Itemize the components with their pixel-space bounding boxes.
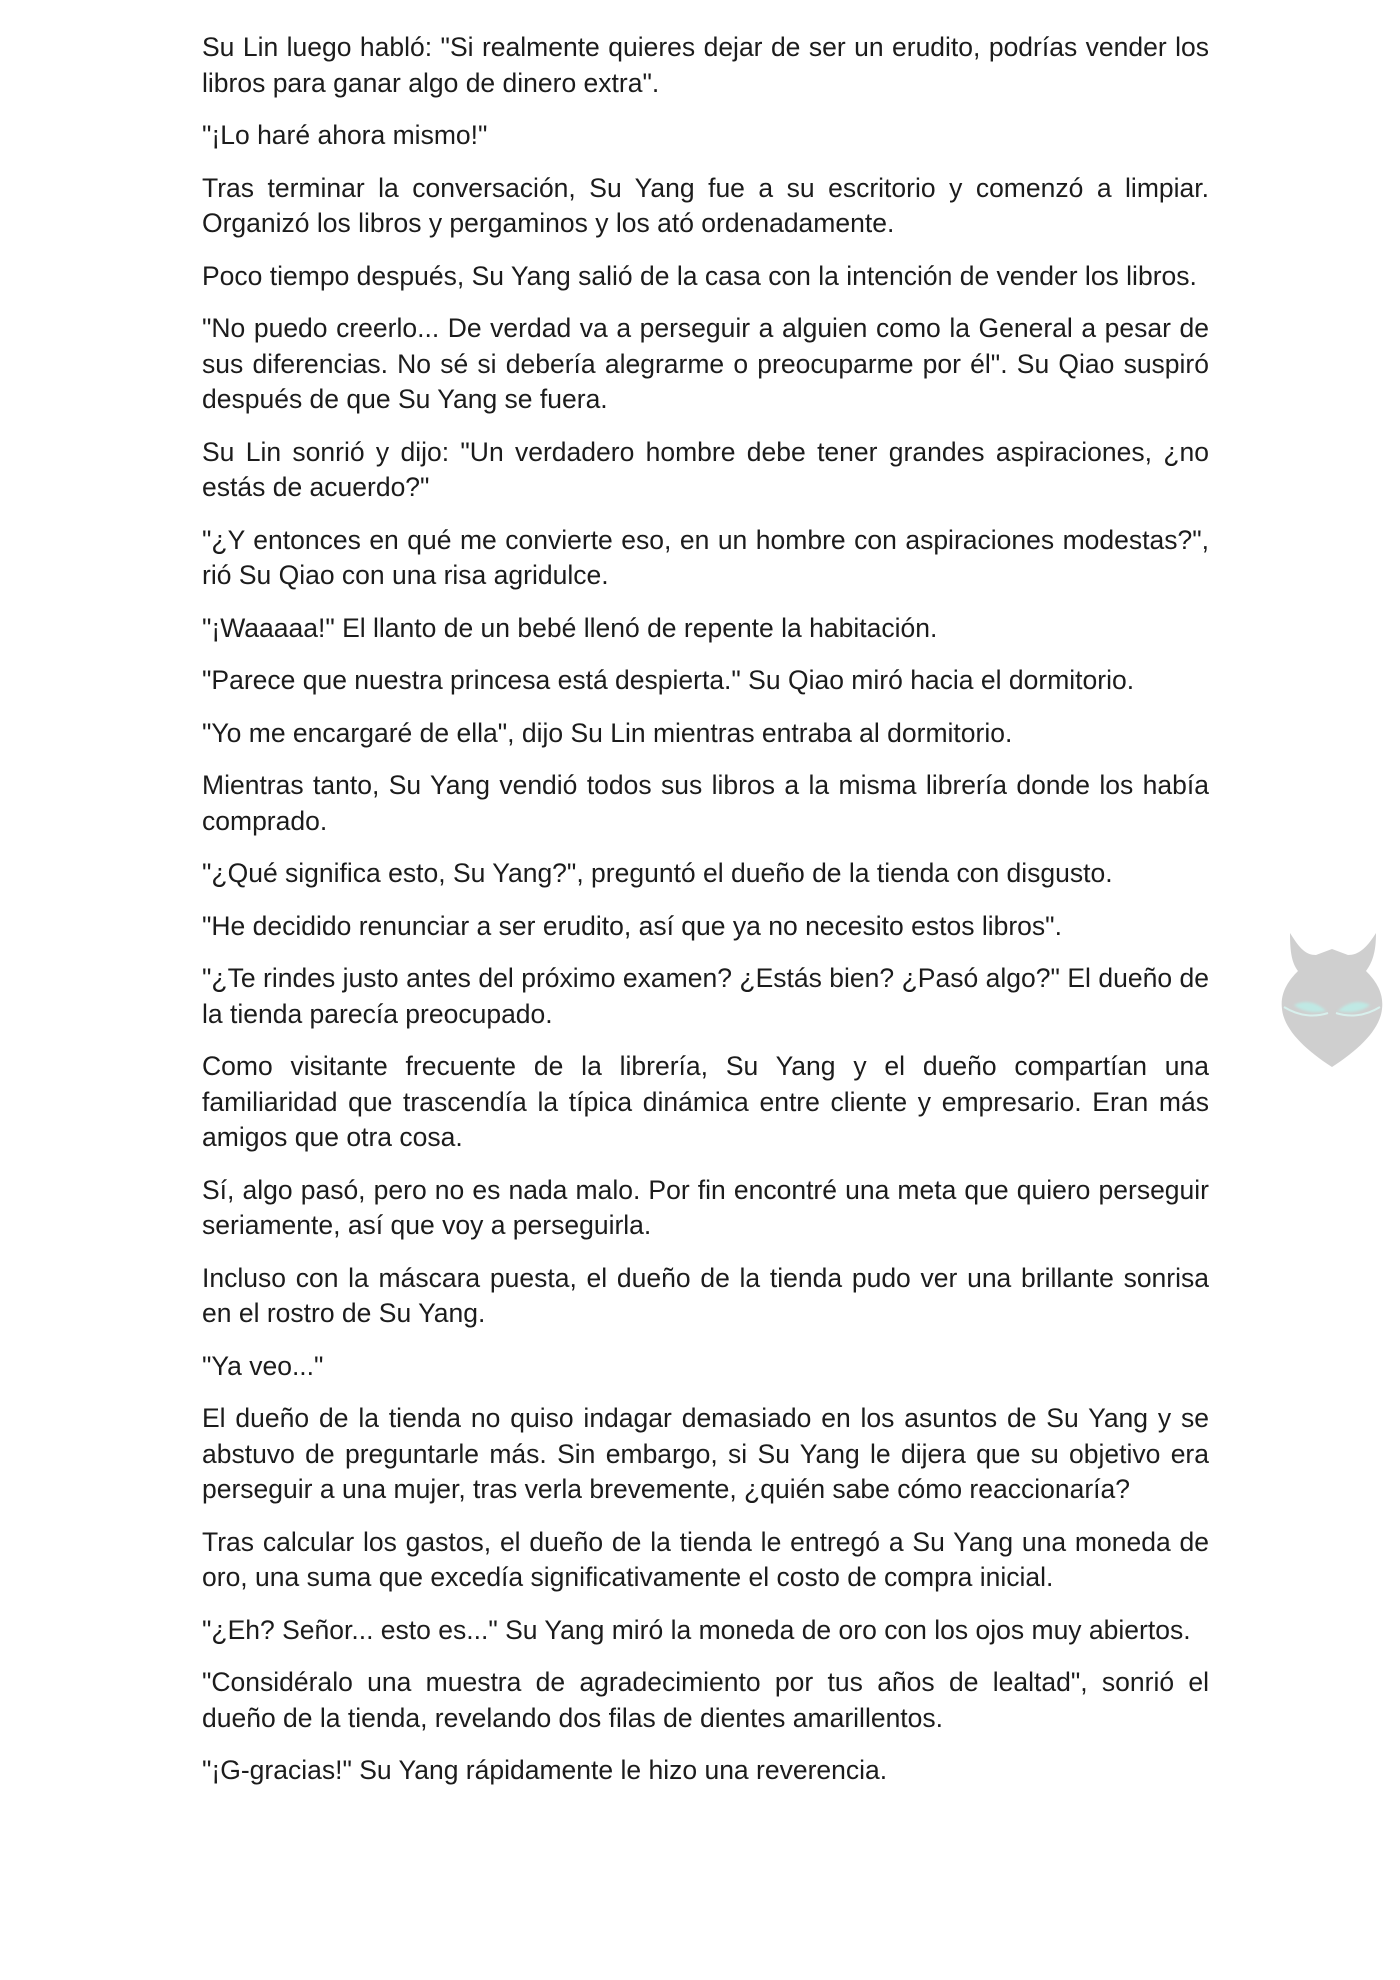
paragraph: Mientras tanto, Su Yang vendió todos sus libros a la misma librería donde los había comprado. [202, 770, 1209, 836]
paragraph: "¿Qué significa esto, Su Yang?", preguntó el dueño de la tienda con disgusto. [202, 858, 1113, 888]
paragraph: "¡G-gracias!" Su Yang rápidamente le hizo una reverencia. [202, 1755, 888, 1785]
watermark-mask-shape [1282, 933, 1383, 1067]
paragraph: "¿Te rindes justo antes del próximo examen? ¿Estás bien? ¿Pasó algo?" El dueño de la tienda parecía preocupado. [202, 963, 1209, 1029]
paragraph: "He decidido renunciar a ser erudito, así que ya no necesito estos libros". [202, 910, 1062, 941]
paragraph: "¡Lo haré ahora mismo!" [202, 120, 488, 150]
paragraph: "Considéralo una muestra de agradecimiento por tus años de lealtad", sonrió el dueño de la tienda, revelando dos filas de dientes amarillentos. [202, 1667, 1209, 1733]
paragraph: Su Lin luego habló: "Si realmente quieres dejar de ser un erudito, podrías vender los libros para ganar algo de dinero extra". [202, 32, 1209, 98]
paragraph: Tras terminar la conversación, Su Yang fue a su escritorio y comenzó a limpiar. Organizó los libros y pergaminos y los ató ordenadamente. [202, 172, 1209, 238]
paragraph: El dueño de la tienda no quiso indagar demasiado en los asuntos de Su Yang y se abstuvo de preguntarle más. Sin embargo, si Su Yang le dijera que su objetivo era perseguir a una mujer, tras verla brevemente, ¿quién sabe cómo reaccionaría? [202, 1403, 1209, 1504]
paragraph: Como visitante frecuente de la librería, Su Yang y el dueño compartían una familiaridad que trascendía la típica dinámica entre cliente y empresario. Eran más amigos que otra cosa. [202, 1051, 1209, 1152]
paragraph: Poco tiempo después, Su Yang salió de la casa con la intención de vender los libros. [202, 260, 1197, 291]
paragraph: Su Lin sonrió y dijo: "Un verdadero hombre debe tener grandes aspiraciones, ¿no estás de acuerdo?" [202, 436, 1209, 502]
paragraph: "No puedo creerlo... De verdad va a perseguir a alguien como la General a pesar de sus diferencias. No sé si debería alegrarme o preocuparme por él". Su Qiao suspiró después de que Su Yang se fuera. [202, 313, 1209, 414]
paragraph: "¿Eh? Señor... esto es..." Su Yang miró la moneda de oro con los ojos muy abiertos. [202, 1614, 1191, 1645]
paragraph: Incluso con la máscara puesta, el dueño de la tienda pudo ver una brillante sonrisa en el rostro de Su Yang. [202, 1262, 1209, 1328]
paragraph: "Yo me encargaré de ella", dijo Su Lin mientras entraba al dormitorio. [202, 717, 1013, 748]
paragraph: "Parece que nuestra princesa está despierta." Su Qiao miró hacia el dormitorio. [202, 665, 1135, 695]
paragraph: "¡Waaaaa!" El llanto de un bebé llenó de repente la habitación. [202, 612, 938, 643]
demon-mask-icon [1270, 925, 1395, 1075]
paragraph: "¿Y entonces en qué me convierte eso, en un hombre con aspiraciones modestas?", rió Su Qiao con una risa agridulce. [202, 524, 1209, 590]
document-body [202, 30, 1209, 1806]
paragraph: Sí, algo pasó, pero no es nada malo. Por fin encontré una meta que quiero perseguir seriamente, así que voy a perseguirla. [202, 1174, 1209, 1240]
paragraph: "Ya veo..." [202, 1350, 324, 1381]
paragraph: Tras calcular los gastos, el dueño de la tienda le entregó a Su Yang una moneda de oro, una suma que excedía significativamente el costo de compra inicial. [202, 1526, 1209, 1592]
